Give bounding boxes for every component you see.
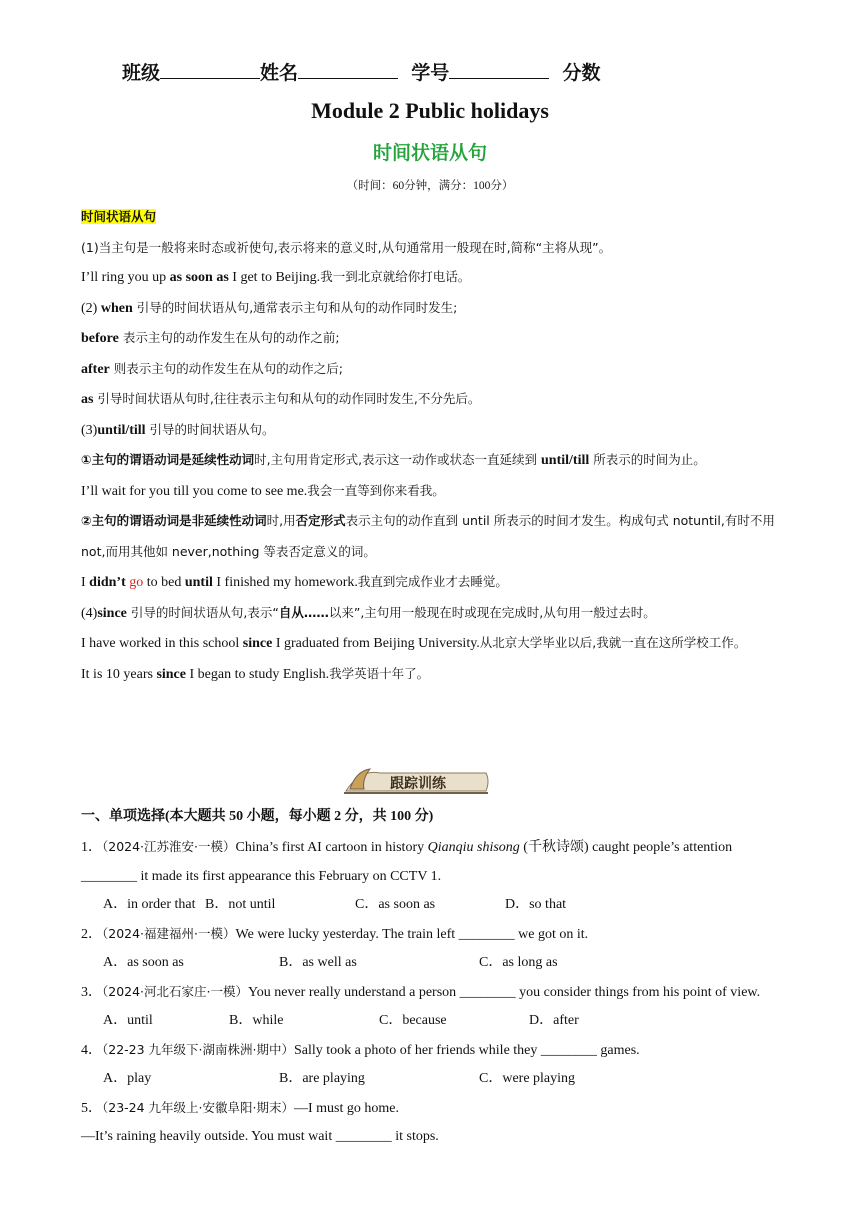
option[interactable]: B．are playing [279,1071,365,1086]
option[interactable]: D．after [529,1013,579,1028]
question-5: 5．（23-24 九年级上·安徽阜阳·期末）—I must go home. [81,1099,399,1116]
time-note: （时间：60分钟，满分：100分） [346,180,514,192]
rule-3-1: ①主句的谓语动词是延续性动词时,主句用肯定形式,表示这一动作或状态一直延续到 until/till 所表示的时间为止。 [81,452,706,468]
option[interactable]: D．so that [505,897,567,912]
option[interactable]: C．as long as [479,955,558,970]
rule-1: (1)当主句是一般将来时态或祈使句,表示将来的意义时,从句通常用一般现在时,简称“主将从现”。 [81,239,612,255]
question-1: 1．（2024·江苏淮安·一模）China’s first AI cartoon in history Qianqiu shisong (千秋诗颂) caught people’s attention ________ it made its first appearance this February on CCTV 1. [81,839,733,884]
grammar-tag: 时间状语从句 [81,209,157,224]
rule-before: before 表示主句的动作发生在从句的动作之前; [81,330,340,346]
rule-3: (3)until/till 引导的时间状语从句。 [81,421,275,438]
option[interactable]: B．not until [205,897,276,912]
option[interactable]: A．as soon as [103,955,184,970]
class-blank [160,60,260,79]
option[interactable]: B．as well as [279,955,357,970]
grammar-section [81,202,781,689]
score-label: 分数 [562,62,601,84]
id-blank [449,60,549,79]
example-3-2: I didn’t go to bed until I finished my homework.我直到完成作业才去睡觉。 [81,574,508,590]
rule-as: as 引导时间状语从句时,往往表示主句和从句的动作同时发生,不分先后。 [81,391,481,407]
class-label: 班级 [122,62,161,84]
rule-3-2: ②主句的谓语动词是非延续性动词时,用否定形式表示主句的动作直到 until 所表示的时间才发生。构成句式 notuntil,有时不用 not,而用其他如 never,nothing 等表否定意义的词。 [81,513,775,559]
question-5-line-2: —It’s raining heavily outside. You must wait ________ it stops. [81,1129,439,1144]
option[interactable]: A．play [103,1071,152,1086]
question-3: 3．（2024·河北石家庄·一模）You never really understand a person ________ you consider things from his point of view. [81,983,761,1000]
rule-2: (2) when 引导的时间状语从句,通常表示主句和从句的动作同时发生; [81,299,458,316]
example-1: I’ll ring you up as soon as I get to Beijing.我一到北京就给你打电话。 [81,269,471,285]
option[interactable]: C．because [379,1013,447,1028]
name-label: 姓名 [260,62,299,84]
example-3-1: I’ll wait for you till you come to see me.我会一直等到你来看我。 [81,482,445,499]
question-3-options [81,1007,781,1036]
question-2-options [81,949,781,978]
rule-after: after 则表示主句的动作发生在从句的动作之后; [81,360,343,377]
section-heading: 一、单项选择(本大题共 50 小题，每小题 2 分，共 100 分) [81,809,434,824]
question-4-options [81,1065,781,1094]
page-title: Module 2 Public holidays [311,98,549,123]
banner-label: 跟踪训练 [390,776,446,792]
option[interactable]: C．were playing [479,1071,576,1086]
example-4-1: I have worked in this school since I graduated from Beijing University.从北京大学毕业以后,我就一直在这所学校工作。 [81,635,747,651]
page-subtitle: 时间状语从句 [372,142,487,164]
example-4-2: It is 10 years since I began to study English.我学英语十年了。 [81,665,430,682]
question-2: 2．（2024·福建福州·一模）We were lucky yesterday. The train left ________ we got on it. [81,925,589,942]
quiz-list [81,833,781,1152]
option[interactable]: A．in order that [103,897,196,912]
name-blank [298,60,398,79]
question-4: 4．（22-23 九年级下·湖南株洲·期中）Sally took a photo of her friends while they ________ games. [81,1041,640,1058]
option[interactable]: C．as soon as [355,897,436,912]
option[interactable]: A．until [103,1013,153,1028]
student-info-line [122,58,601,85]
option[interactable]: B．while [229,1013,284,1028]
id-label: 学号 [411,62,450,84]
rule-4: (4)since 引导的时间状语从句,表示“自从……以来”,主句用一般现在时或现在完成时,从句用一般过去时。 [81,604,656,621]
question-1-options [81,891,781,920]
practice-banner [340,763,492,799]
